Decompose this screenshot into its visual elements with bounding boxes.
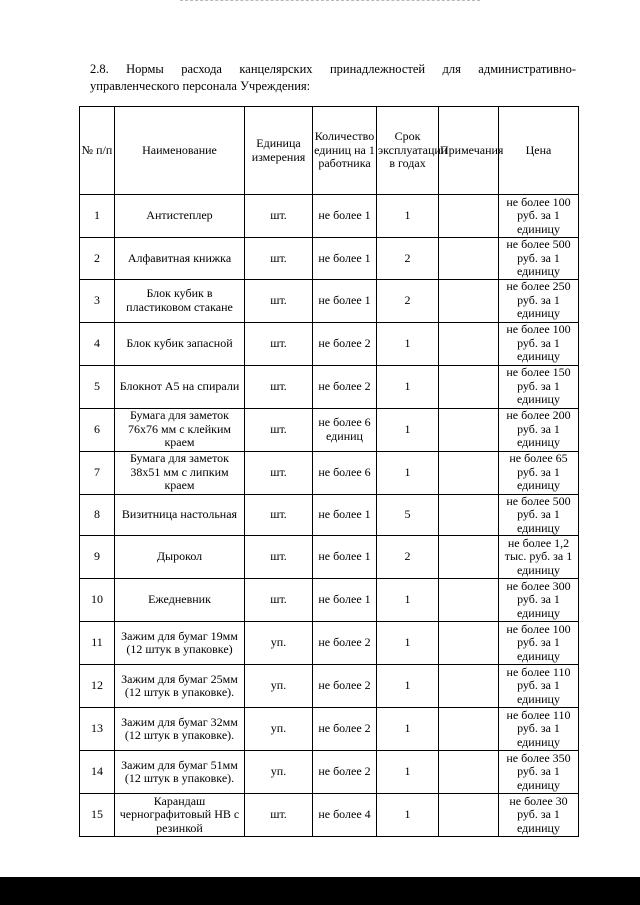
cell-price: не более 100 руб. за 1 единицу <box>499 622 579 665</box>
cell-num: 5 <box>80 365 115 408</box>
table-row <box>80 536 579 579</box>
cell-qty: не более 6 единиц <box>313 408 377 451</box>
cell-qty: не более 2 <box>313 708 377 751</box>
header-num: № п/п <box>80 107 115 195</box>
header-qty: Количество единиц на 1 работника <box>313 107 377 195</box>
cell-term: 1 <box>377 579 439 622</box>
cell-price: не более 200 руб. за 1 единицу <box>499 408 579 451</box>
cell-term: 5 <box>377 494 439 536</box>
header-unit: Единица измерения <box>245 107 313 195</box>
cell-num: 8 <box>80 494 115 536</box>
cell-num: 9 <box>80 536 115 579</box>
cell-note <box>439 751 499 794</box>
cell-term: 2 <box>377 238 439 280</box>
cell-qty: не более 2 <box>313 322 377 365</box>
cell-note <box>439 708 499 751</box>
table-row <box>80 195 579 238</box>
table-row <box>80 494 579 536</box>
cell-term: 1 <box>377 708 439 751</box>
cell-price: не более 300 руб. за 1 единицу <box>499 579 579 622</box>
cell-unit: шт. <box>245 195 313 238</box>
cell-qty: не более 2 <box>313 665 377 708</box>
cell-note <box>439 494 499 536</box>
cell-num: 10 <box>80 579 115 622</box>
cell-unit: шт. <box>245 322 313 365</box>
heading-word: канцелярских <box>239 62 313 76</box>
cell-price: не более 500 руб. за 1 единицу <box>499 238 579 280</box>
cell-price: не более 100 руб. за 1 единицу <box>499 195 579 238</box>
header-name: Наименование <box>115 107 245 195</box>
heading-word: принадлежностей <box>329 62 426 76</box>
cell-price: не более 110 руб. за 1 единицу <box>499 708 579 751</box>
cell-unit: шт. <box>245 451 313 494</box>
cell-term: 1 <box>377 665 439 708</box>
table-row <box>80 451 579 494</box>
cell-num: 3 <box>80 279 115 322</box>
cell-note <box>439 408 499 451</box>
heading-line-2: управленческого персонала Учреждения: <box>90 79 311 93</box>
cell-num: 11 <box>80 622 115 665</box>
cell-unit: шт. <box>245 238 313 280</box>
cell-term: 1 <box>377 195 439 238</box>
cell-name: Бумага для заметок 76х76 мм с клейким краем <box>115 408 245 451</box>
cell-price: не более 1,2 тыс. руб. за 1 единицу <box>499 536 579 579</box>
cell-term: 1 <box>377 408 439 451</box>
table-row <box>80 794 579 837</box>
table-row <box>80 665 579 708</box>
section-heading <box>90 61 576 95</box>
table-row <box>80 322 579 365</box>
cell-term: 2 <box>377 279 439 322</box>
header-term: Срок эксплуатации в годах <box>377 107 439 195</box>
heading-word: Нормы <box>126 62 164 76</box>
cell-qty: не более 1 <box>313 494 377 536</box>
cell-name: Блок кубик в пластиковом стакане <box>115 279 245 322</box>
cell-unit: шт. <box>245 408 313 451</box>
cell-name: Зажим для бумаг 32мм (12 штук в упаковке). <box>115 708 245 751</box>
cell-note <box>439 579 499 622</box>
cell-note <box>439 322 499 365</box>
cell-price: не более 150 руб. за 1 единицу <box>499 365 579 408</box>
cell-term: 1 <box>377 451 439 494</box>
cell-name: Ежедневник <box>115 579 245 622</box>
header-note: Примечания <box>439 107 499 195</box>
cell-price: не более 65 руб. за 1 единицу <box>499 451 579 494</box>
table-row <box>80 279 579 322</box>
cell-note <box>439 536 499 579</box>
table-row <box>80 408 579 451</box>
cell-price: не более 350 руб. за 1 единицу <box>499 751 579 794</box>
cell-note <box>439 794 499 837</box>
cell-price: не более 500 руб. за 1 единицу <box>499 494 579 536</box>
cell-qty: не более 1 <box>313 195 377 238</box>
cell-qty: не более 6 <box>313 451 377 494</box>
cell-name: Дырокол <box>115 536 245 579</box>
table-header-row <box>80 107 579 195</box>
cell-note <box>439 195 499 238</box>
cell-num: 15 <box>80 794 115 837</box>
cell-unit: уп. <box>245 751 313 794</box>
cell-note <box>439 365 499 408</box>
section-number: 2.8. <box>90 62 109 76</box>
cell-price: не более 30 руб. за 1 единицу <box>499 794 579 837</box>
cell-unit: шт. <box>245 494 313 536</box>
cell-note <box>439 238 499 280</box>
cell-price: не более 110 руб. за 1 единицу <box>499 665 579 708</box>
cell-qty: не более 1 <box>313 579 377 622</box>
cell-name: Зажим для бумаг 25мм (12 штук в упаковке). <box>115 665 245 708</box>
cell-name: Блокнот А5 на спирали <box>115 365 245 408</box>
cell-term: 2 <box>377 536 439 579</box>
table-row <box>80 579 579 622</box>
cell-note <box>439 665 499 708</box>
cell-name: Алфавитная книжка <box>115 238 245 280</box>
cell-price: не более 250 руб. за 1 единицу <box>499 279 579 322</box>
cell-unit: шт. <box>245 279 313 322</box>
cell-num: 4 <box>80 322 115 365</box>
heading-line-1 <box>90 61 576 78</box>
cell-num: 6 <box>80 408 115 451</box>
cell-qty: не более 1 <box>313 279 377 322</box>
table-row <box>80 622 579 665</box>
cell-num: 1 <box>80 195 115 238</box>
cell-term: 1 <box>377 365 439 408</box>
cell-qty: не более 1 <box>313 238 377 280</box>
cell-name: Антистеплер <box>115 195 245 238</box>
cell-unit: уп. <box>245 665 313 708</box>
cell-num: 13 <box>80 708 115 751</box>
cell-note <box>439 622 499 665</box>
cell-term: 1 <box>377 794 439 837</box>
table-row <box>80 365 579 408</box>
cell-num: 14 <box>80 751 115 794</box>
cell-unit: уп. <box>245 622 313 665</box>
cell-qty: не более 2 <box>313 365 377 408</box>
cell-qty: не более 1 <box>313 536 377 579</box>
cell-term: 1 <box>377 751 439 794</box>
cell-name: Зажим для бумаг 19мм (12 штук в упаковке) <box>115 622 245 665</box>
heading-word: административно- <box>478 62 576 76</box>
cell-price: не более 100 руб. за 1 единицу <box>499 322 579 365</box>
cell-name: Карандаш чернографитовый НВ с резинкой <box>115 794 245 837</box>
cell-num: 2 <box>80 238 115 280</box>
cell-unit: уп. <box>245 708 313 751</box>
cell-unit: шт. <box>245 365 313 408</box>
cell-unit: шт. <box>245 536 313 579</box>
cell-unit: шт. <box>245 579 313 622</box>
table-row <box>80 751 579 794</box>
header-price: Цена <box>499 107 579 195</box>
cell-unit: шт. <box>245 794 313 837</box>
cell-num: 7 <box>80 451 115 494</box>
supplies-norms-table <box>79 106 579 837</box>
cell-name: Зажим для бумаг 51мм (12 штук в упаковке). <box>115 751 245 794</box>
cell-qty: не более 2 <box>313 622 377 665</box>
table-row <box>80 708 579 751</box>
cell-note <box>439 279 499 322</box>
cell-qty: не более 4 <box>313 794 377 837</box>
table-row <box>80 238 579 280</box>
cell-term: 1 <box>377 622 439 665</box>
scan-bottom-bar <box>0 877 640 905</box>
cell-qty: не более 2 <box>313 751 377 794</box>
cell-name: Бумага для заметок 38х51 мм с липким краем <box>115 451 245 494</box>
heading-word: расхода <box>181 62 222 76</box>
cell-name: Визитница настольная <box>115 494 245 536</box>
cell-term: 1 <box>377 322 439 365</box>
cell-name: Блок кубик запасной <box>115 322 245 365</box>
scan-top-mark <box>180 0 480 4</box>
heading-word: для <box>442 62 461 76</box>
cell-num: 12 <box>80 665 115 708</box>
cell-note <box>439 451 499 494</box>
